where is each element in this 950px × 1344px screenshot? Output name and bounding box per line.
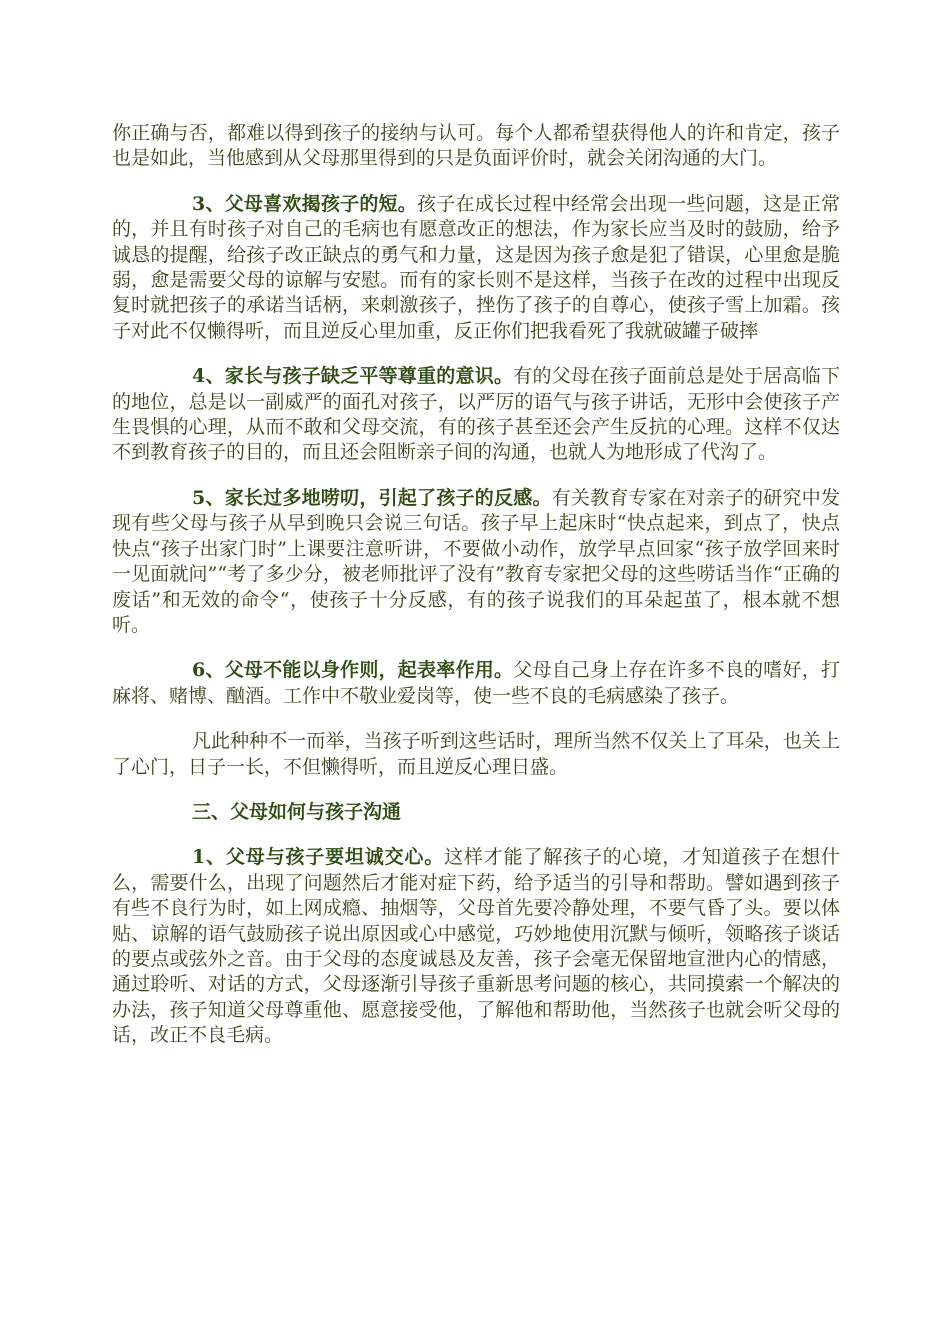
intro-paragraph (112, 121, 840, 172)
section-heading: 三、父母如何与孩子沟通 (192, 800, 402, 823)
section-point-1-paragraph (112, 845, 840, 1048)
point-4-text: 有的父母在孩子面前总是处于居高临下的地位，总是以一副威严的面孔对孩子，以严厉的语气与孩子讲话，无形中会使孩子产生畏惧的心理，从而不敢和父母交流，有的孩子甚至还会产生反抗的心理。这样不仅达不到教育孩子的目的，而且还会阻断亲子间的沟通，也就人为地形成了代沟了。 (112, 365, 840, 464)
point-5-lead: 5、家长过多地唠叨，引起了孩子的反感。 (192, 486, 552, 509)
point-3-lead: 3、父母喜欢揭孩子的短。 (192, 192, 418, 215)
point-4-lead: 4、家长与孩子缺乏平等尊重的意识。 (192, 365, 514, 388)
point-5-text: 有关教育专家在对亲子的研究中发现有些父母与孩子从早到晚只会说三句话。孩子早上起床时“快点起来，到点了，快点快点“孩子出家门时”上课要注意听讲，不要做小动作，放学早点回家“孩子放学回来时一见面就问”“考了多少分，被老师批评了没有”教育专家把父母的这些唠话当作“正确的废话”和无效的命令“，使孩子十分反感，有的孩子说我们的耳朵起茧了，根本就不想听。 (112, 486, 840, 636)
point-4-paragraph (112, 364, 840, 466)
point-6-paragraph (112, 658, 840, 709)
summary-paragraph (112, 729, 840, 780)
point-6-lead: 6、父母不能以身作则，起表率作用。 (192, 659, 514, 682)
point-5-paragraph (112, 486, 840, 638)
summary-text: 凡此种种不一而举，当孩子听到这些话时，理所当然不仅关上了耳朵，也关上了心门，日子一长，不但懒得听，而且逆反心理日盛。 (112, 730, 840, 778)
intro-text: 你正确与否，都难以得到孩子的接纳与认可。每个人都希望获得他人的许和肯定，孩子也是如此，当他感到从父母那里得到的只是负面评价时，就会关闭沟通的大门。 (112, 122, 840, 170)
point-3-text: 孩子在成长过程中经常会出现一些问题，这是正常的，并且有时孩子对自己的毛病也有愿意改正的想法，作为家长应当及时的鼓励，给予诚恳的提醒，给孩子改正缺点的勇气和力量，这是因为孩子愈是犯了错误，心里愈是脆弱，愈是需要父母的谅解与安慰。而有的家长则不是这样，当孩子在改的过程中出现反复时就把孩子的承诺当话柄，来刺激孩子，挫伤了孩子的自尊心，使孩子雪上加霜。孩子对此不仅懒得听，而且逆反心里加重，反正你们把我看死了我就破罐子破摔 (112, 192, 840, 342)
document-page (112, 121, 840, 1069)
section-point-1-lead: 1、父母与孩子要坦诚交心。 (192, 846, 445, 869)
point-3-paragraph (112, 192, 840, 344)
point-6-text: 父母自己身上存在许多不良的嗜好，打麻将、赌博、酗酒。工作中不敬业爱岗等，使一些不良的毛病感染了孩子。 (112, 659, 840, 707)
section-point-1-text: 这样才能了解孩子的心境，才知道孩子在想什么，需要什么，出现了问题然后才能对症下药，给予适当的引导和帮助。譬如遇到孩子有些不良行为时，如上网成瘾、抽烟等，父母首先要冷静处理，不要气昏了头。要以体贴、谅解的语气鼓励孩子说出原因或心中感觉，巧妙地使用沉默与倾听，领略孩子谈话的要点或弦外之音。由于父母的态度诚恳及友善，孩子会毫无保留地宣泄内心的情感，通过聆听、对话的方式，父母逐渐引导孩子重新思考问题的核心，共同摸索一个解决的办法，孩子知道父母尊重他、愿意接受他，了解他和帮助他，当然孩子也就会听父母的话，改正不良毛病。 (112, 846, 840, 1047)
